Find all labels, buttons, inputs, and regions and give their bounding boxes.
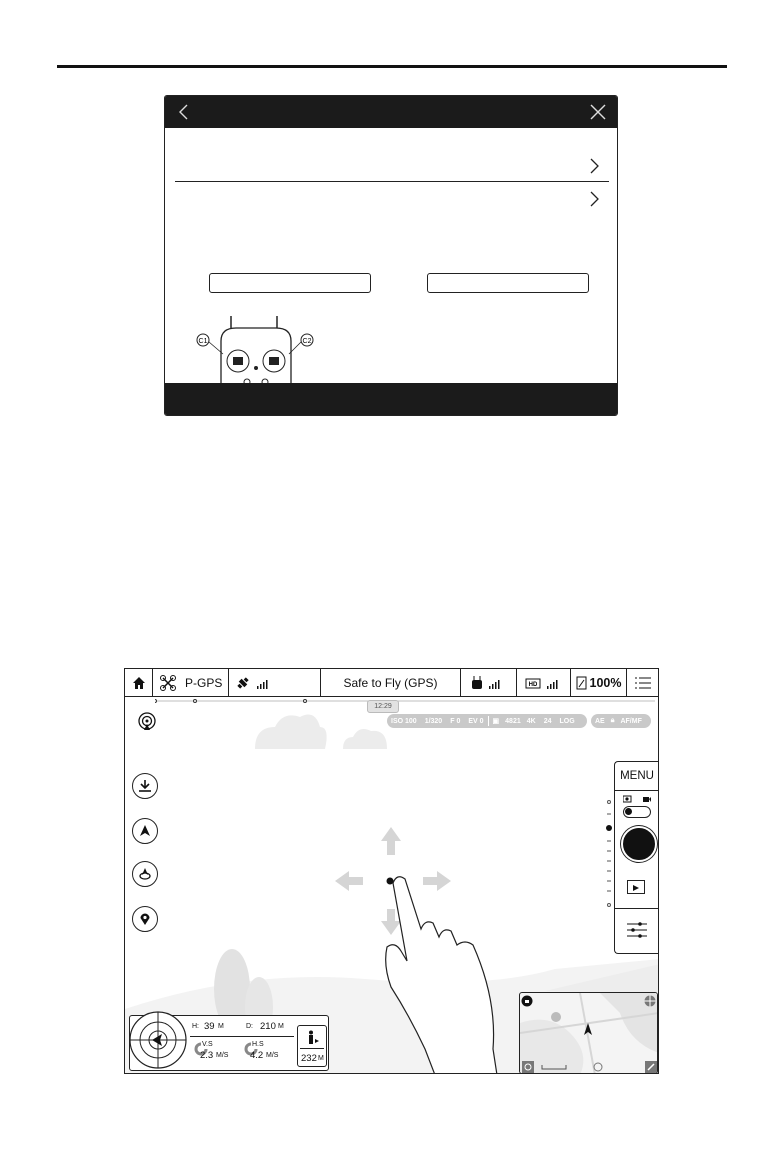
photo-video-toggle[interactable] [623,806,651,818]
hs-label: H.S [252,1041,264,1048]
home-icon [132,676,146,690]
shutter-value: 1/320 [424,717,443,725]
remote-controller-illustration [191,316,321,386]
intelligent-mode-icon [138,867,152,881]
ae-lock[interactable]: AE [595,717,605,725]
home-distance [297,1025,327,1067]
home-distance-value: 232 [301,1053,317,1064]
map-globe-icon[interactable] [645,996,656,1007]
height-value: 39 [204,1021,215,1032]
distance-value: 210 [260,1021,276,1032]
flight-screen [124,668,659,1074]
hd-signal-icon [525,676,563,690]
list-button[interactable] [627,669,658,696]
color-profile-value: LOG [559,717,575,725]
takeoff-icon [138,779,152,793]
map-recenter-icon[interactable] [522,1061,534,1073]
capacity-value: 4821 [505,717,521,725]
c2-label: C2 [302,338,312,345]
battery-icon [576,676,588,690]
resolution-value: 4K [526,717,536,725]
map-compass-icon[interactable] [594,1063,602,1071]
rc-signal[interactable] [461,669,517,696]
map-edit-icon[interactable] [645,1061,657,1073]
lock-icon: 🔒︎ [610,717,615,724]
exposure-focus[interactable] [591,714,651,728]
hs-value: 4.2 [250,1050,264,1061]
waypoint-button[interactable] [132,906,158,932]
flight-status[interactable]: Safe to Fly (GPS) [321,669,461,696]
distance-unit: M [278,1023,284,1030]
framerate-value: 24 [543,717,552,725]
satellite-icon [237,676,273,690]
intelligent-mode-button[interactable] [132,861,158,887]
play-icon [628,882,644,894]
aircraft-icon [159,674,177,692]
dialog-button-left[interactable] [209,273,371,293]
home-distance-unit: M [318,1055,324,1062]
camera-icon [623,796,631,802]
height-label: H: [192,1023,199,1030]
playback-button[interactable] [627,880,645,894]
vs-label: V.S [202,1041,213,1048]
chevron-right-icon [587,190,601,208]
chevron-right-icon [587,157,601,175]
iso-value: ISO 100 [391,717,417,725]
settings-icon[interactable] [627,922,647,938]
person-icon [306,1030,320,1046]
vs-unit: M/S [216,1052,229,1059]
height-unit: M [218,1023,224,1030]
distance-label: D: [246,1023,253,1030]
map-view [520,993,658,1074]
attitude-indicator[interactable] [128,1004,190,1070]
svg-text:HD: HD [528,681,537,688]
waypoint-icon [138,912,152,926]
page-rule [57,65,727,68]
dialog-header [165,96,617,128]
back-icon[interactable] [175,103,193,121]
battery-percent: 100% [589,675,622,690]
gps-signal[interactable] [229,669,321,696]
return-home-button[interactable] [132,818,158,844]
camera-panel [614,761,658,954]
shutter-button[interactable] [621,826,657,862]
home-button[interactable] [125,669,153,696]
flight-mode-label: P-GPS [185,675,223,690]
video-icon [643,797,651,802]
dialog-row-2[interactable] [175,184,609,214]
ev-value: EV 0 [468,717,484,725]
list-icon [634,676,652,690]
settings-dialog [164,95,618,416]
remote-signal-icon [471,676,507,690]
hs-unit: M/S [266,1052,279,1059]
obstacle-sensing-icon[interactable] [137,711,157,731]
c1-label: C1 [198,338,208,345]
menu-button[interactable]: MENU [620,770,654,782]
takeoff-button[interactable] [132,773,158,799]
battery-status[interactable] [571,669,627,696]
hd-signal[interactable] [517,669,571,696]
close-icon[interactable] [589,103,607,121]
zoom-scale [605,799,613,909]
vs-value: 2.3 [200,1050,214,1061]
aperture-value: F 0 [450,717,461,725]
map-lock-icon[interactable] [522,996,533,1007]
minimap[interactable] [519,992,658,1074]
dialog-footer [165,383,617,415]
return-home-icon [138,824,152,838]
time-marker: 12:29 [367,700,399,713]
dialog-button-right[interactable] [427,273,589,293]
top-status-bar [125,669,658,697]
af-mf-toggle[interactable]: AF/MF [620,717,642,725]
image-icon: ▣ [492,718,500,725]
dialog-row-1[interactable] [175,151,609,182]
flight-timeline [155,698,655,704]
camera-parameters[interactable] [387,714,587,728]
flight-mode[interactable] [153,669,229,696]
